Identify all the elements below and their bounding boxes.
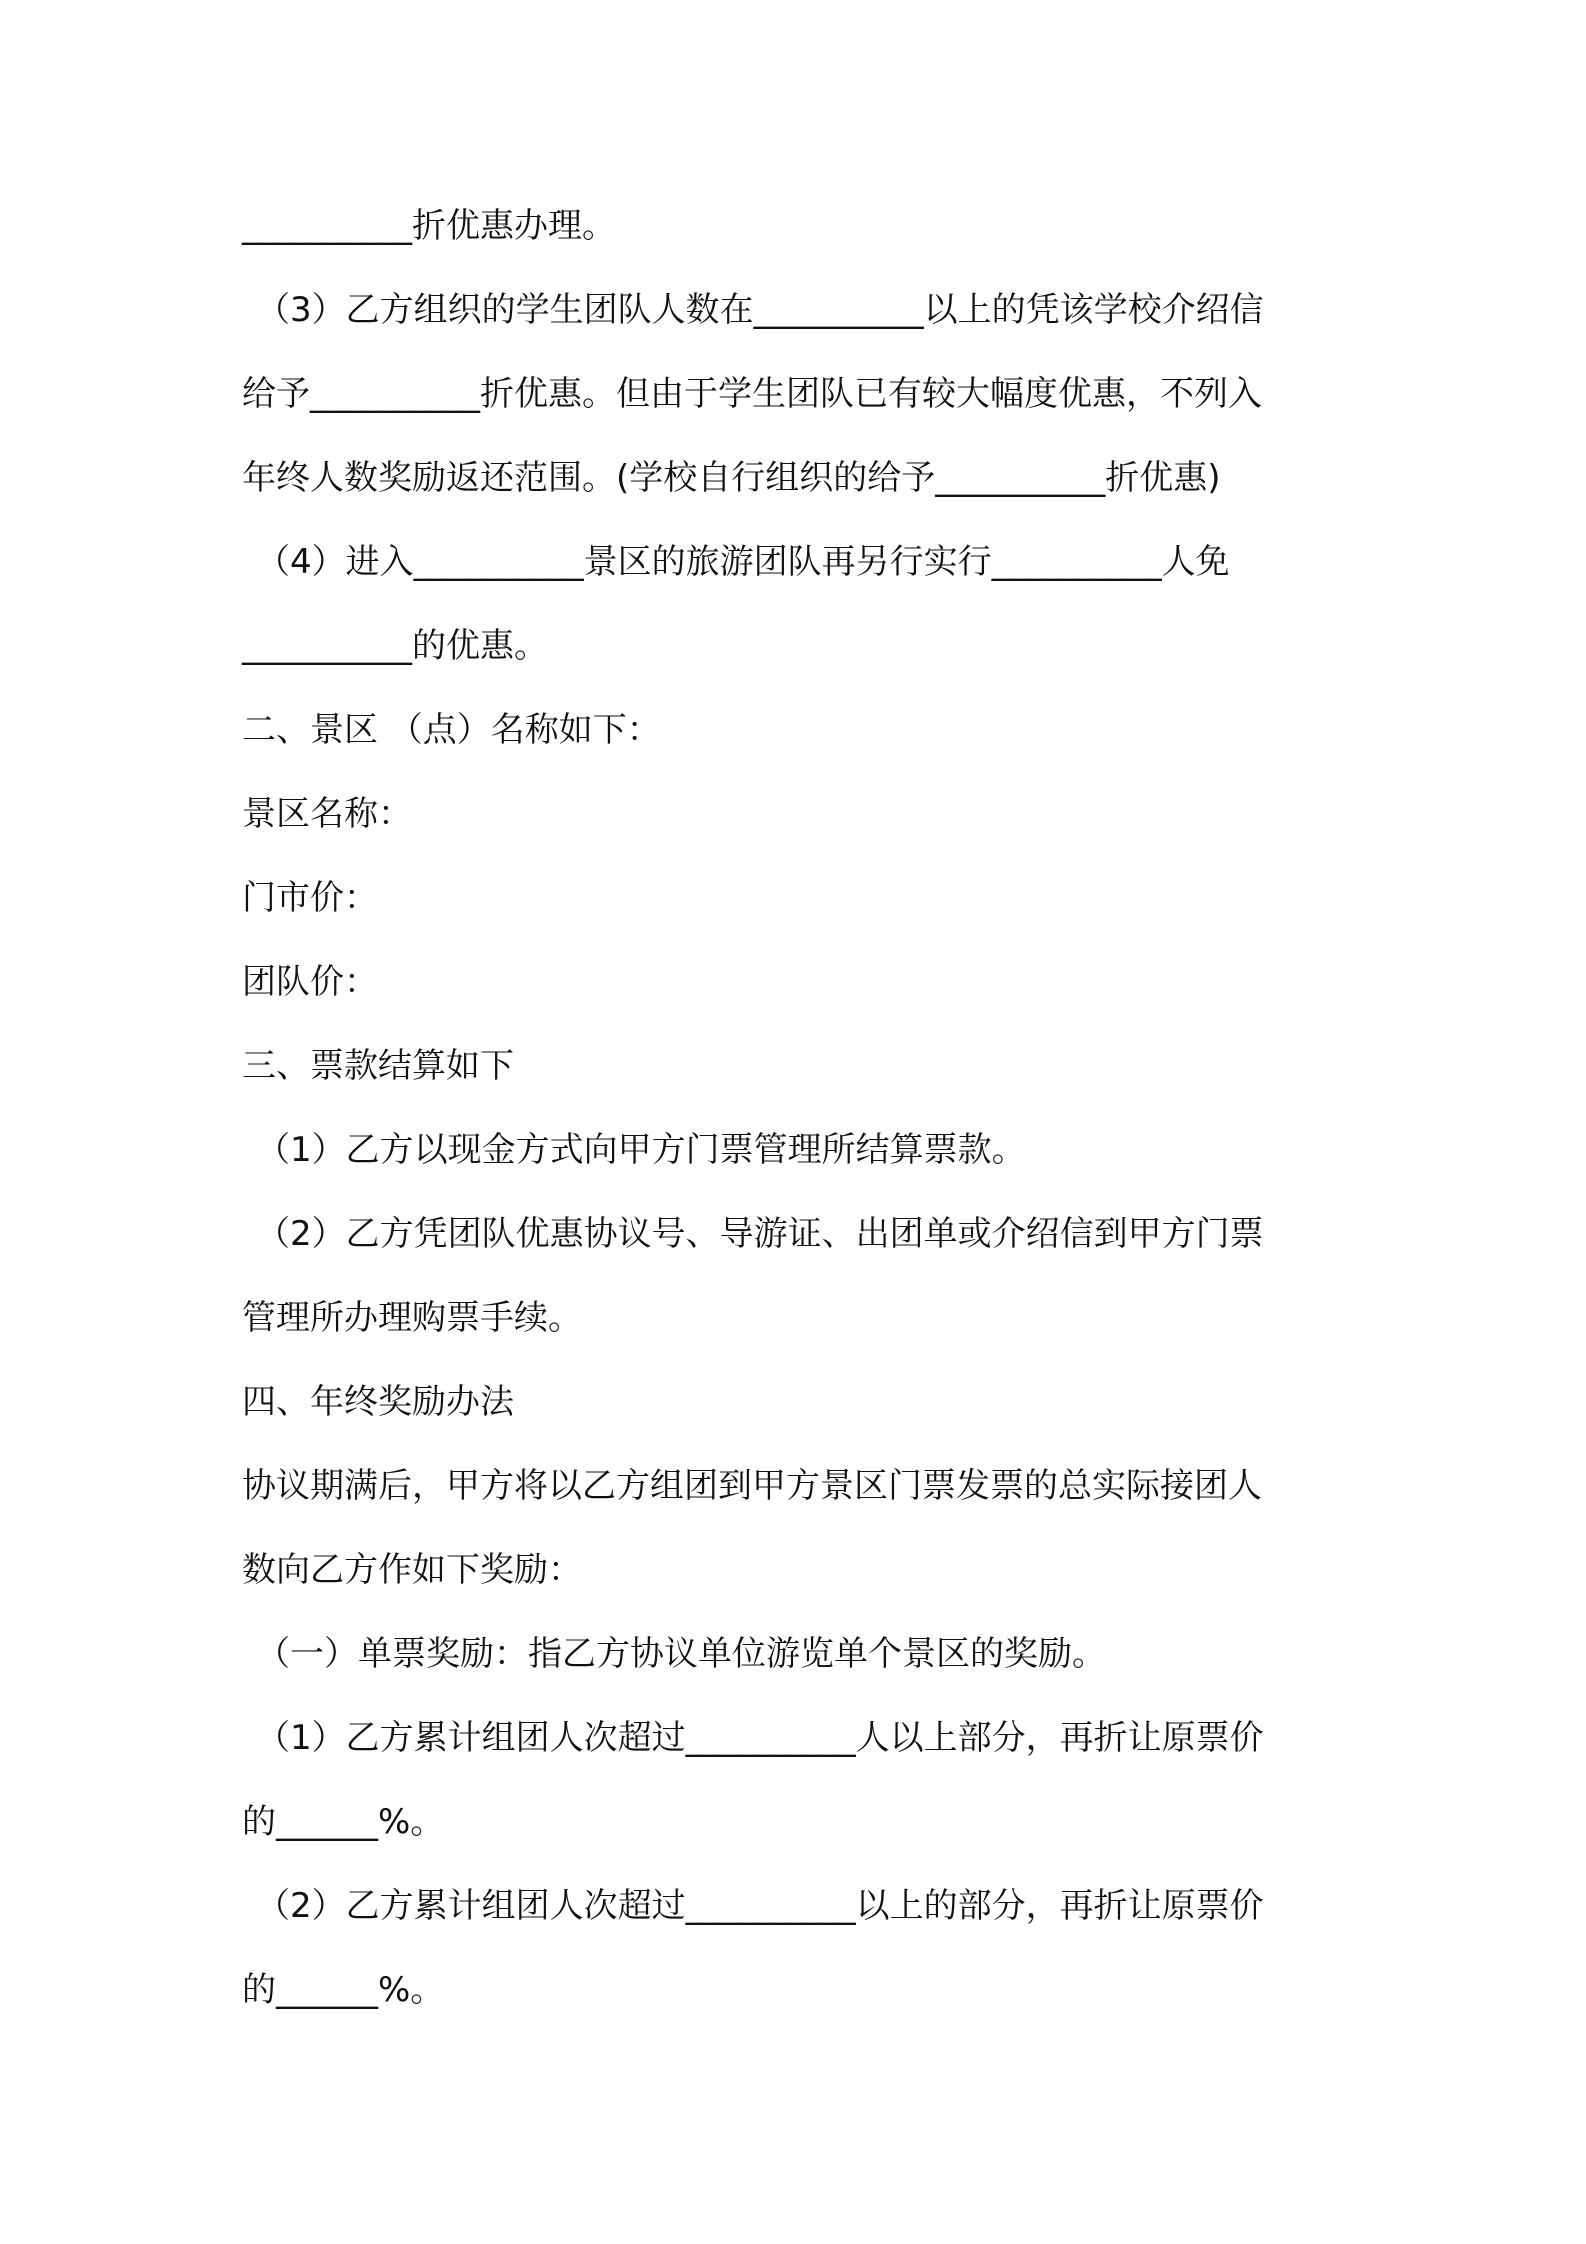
text-line-17: 数向乙方作如下奖励： xyxy=(242,1550,582,1590)
text-line-6: __________的优惠。 xyxy=(242,626,548,666)
text-line-scenic-name: 景区名称： xyxy=(242,794,412,834)
text-line-21: （2）乙方累计组团人次超过__________以上的部分，再折让原票价 xyxy=(256,1886,1264,1926)
section-heading-2: 二、景区 （点）名称如下： xyxy=(242,710,661,750)
text-line-retail-price: 门市价： xyxy=(242,878,378,918)
section-heading-3: 三、票款结算如下 xyxy=(242,1046,514,1086)
text-line-20: 的______%。 xyxy=(242,1802,445,1842)
text-line-13: （2）乙方凭团队优惠协议号、导游证、出团单或介绍信到甲方门票 xyxy=(256,1214,1264,1254)
text-line-12: （1）乙方以现金方式向甲方门票管理所结算票款。 xyxy=(256,1130,1026,1170)
text-line-group-price: 团队价： xyxy=(242,962,378,1002)
text-line-22: 的______%。 xyxy=(242,1970,445,2010)
text-line-18: （一）单票奖励：指乙方协议单位游览单个景区的奖励。 xyxy=(256,1634,1106,1674)
text-line-16: 协议期满后，甲方将以乙方组团到甲方景区门票发票的总实际接团人 xyxy=(242,1466,1262,1506)
text-line-4: 年终人数奖励返还范围。(学校自行组织的给予__________折优惠) xyxy=(242,458,1221,498)
text-line-1: __________折优惠办理。 xyxy=(242,206,616,246)
text-line-2: （3）乙方组织的学生团队人数在__________以上的凭该学校介绍信 xyxy=(256,290,1264,330)
text-line-3: 给予__________折优惠。但由于学生团队已有较大幅度优惠，不列入 xyxy=(242,374,1262,414)
section-heading-4: 四、年终奖励办法 xyxy=(242,1382,514,1422)
text-line-19: （1）乙方累计组团人次超过__________人以上部分，再折让原票价 xyxy=(256,1718,1264,1758)
text-line-5: （4）进入__________景区的旅游团队再另行实行__________人免 xyxy=(256,542,1230,582)
text-line-14: 管理所办理购票手续。 xyxy=(242,1298,582,1338)
